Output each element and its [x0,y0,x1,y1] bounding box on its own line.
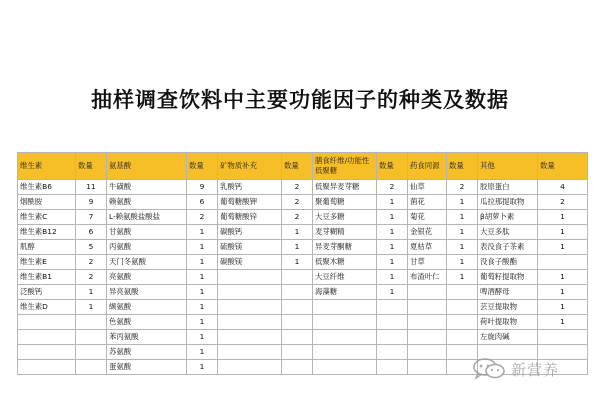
table-body [18,180,588,375]
quantity-cell: 1 [447,195,478,210]
ingredient-cell: 肌醇 [18,240,76,255]
ingredient-cell: 麦芽糊精 [313,225,377,240]
quantity-cell: 11 [76,180,107,195]
quantity-cell: 1 [447,240,478,255]
table-row [18,285,588,300]
ingredient-cell [18,330,76,345]
ingredient-cell: 苯丙氨酸 [107,330,187,345]
table-row [18,300,588,315]
ingredient-cell: 布渣叶仁 [408,270,447,285]
quantity-cell [282,360,313,375]
ingredient-cell: 大豆多肽 [478,225,538,240]
ingredient-cell [18,315,76,330]
ingredient-cell: 胶原蛋白 [478,180,538,195]
quantity-cell: 1 [187,330,218,345]
table-row [18,315,588,330]
quantity-cell: 1 [377,225,408,240]
quantity-cell [282,315,313,330]
ingredient-cell: 维生素B12 [18,225,76,240]
quantity-cell [76,330,107,345]
quantity-cell: 2 [76,270,107,285]
ingredient-cell: 异麦芽酮糖 [313,240,377,255]
quantity-cell: 1 [538,315,588,330]
quantity-cell: 1 [187,315,218,330]
ingredient-cell [313,360,377,375]
ingredient-cell: 维生素B1 [18,270,76,285]
quantity-cell: 6 [76,225,107,240]
column-header: 氨基酸 [107,153,187,180]
quantity-cell: 1 [447,210,478,225]
ingredient-cell: 乳酸钙 [218,180,282,195]
ingredient-cell [218,315,282,330]
column-header: 其他 [478,153,538,180]
ingredient-cell: 葡萄糖酸钾 [218,195,282,210]
quantity-cell [282,270,313,285]
quantity-cell: 1 [447,255,478,270]
column-header: 维生素 [18,153,76,180]
table-header-row [18,153,588,180]
ingredient-cell [313,300,377,315]
quantity-cell [538,330,588,345]
quantity-cell: 1 [187,270,218,285]
quantity-cell [76,360,107,375]
ingredient-cell: 啤酒酵母 [478,285,538,300]
ingredient-cell: 仙草 [408,180,447,195]
ingredient-cell: 苏氨酸 [107,345,187,360]
ingredient-cell: 瓜拉那提取物 [478,195,538,210]
quantity-cell: 1 [187,285,218,300]
ingredient-cell [313,345,377,360]
watermark [472,356,582,382]
column-header: 数量 [187,153,218,180]
quantity-cell: 1 [538,285,588,300]
ingredient-cell: 芸豆提取物 [478,300,538,315]
quantity-cell [447,330,478,345]
quantity-cell: 1 [538,270,588,285]
quantity-cell [538,255,588,270]
ingredient-cell: 亮氨酸 [107,270,187,285]
quantity-cell: 2 [447,180,478,195]
ingredient-cell [408,300,447,315]
quantity-cell: 9 [76,195,107,210]
quantity-cell: 1 [538,210,588,225]
quantity-cell: 1 [447,225,478,240]
quantity-cell [76,345,107,360]
quantity-cell: 7 [76,210,107,225]
quantity-cell [377,345,408,360]
ingredient-cell: 甘氨酸 [107,225,187,240]
table-row [18,195,588,210]
quantity-cell: 1 [377,285,408,300]
quantity-cell [377,360,408,375]
quantity-cell: 2 [282,180,313,195]
quantity-cell: 4 [538,180,588,195]
table-row [18,330,588,345]
quantity-cell: 1 [377,210,408,225]
ingredient-cell: 硫酸镁 [218,240,282,255]
table-row [18,270,588,285]
quantity-cell: 1 [447,270,478,285]
ingredient-cell [408,315,447,330]
ingredient-cell: 没食子酸酯 [478,255,538,270]
table-row [18,255,588,270]
quantity-cell [282,285,313,300]
column-header: 药食同源 [408,153,447,180]
quantity-cell [282,345,313,360]
ingredient-cell: 夏枯草 [408,240,447,255]
ingredient-cell: 维生素C [18,210,76,225]
quantity-cell: 1 [187,300,218,315]
table-row [18,225,588,240]
ingredient-cell [408,360,447,375]
ingredient-cell: 烟酰胺 [18,195,76,210]
ingredient-cell [408,345,447,360]
quantity-cell: 2 [377,180,408,195]
quantity-cell: 1 [282,255,313,270]
quantity-cell: 1 [187,225,218,240]
ingredient-cell [313,330,377,345]
ingredient-cell [218,285,282,300]
quantity-cell: 1 [377,195,408,210]
quantity-cell: 2 [538,195,588,210]
ingredient-cell [313,315,377,330]
column-header: 数量 [377,153,408,180]
quantity-cell [377,300,408,315]
quantity-cell [377,330,408,345]
ingredient-cell [218,300,282,315]
ingredient-cell: 泛酸钙 [18,285,76,300]
ingredient-cell: 赖氨酸 [107,195,187,210]
ingredient-cell [218,330,282,345]
ingredient-cell: 维生素E [18,255,76,270]
ingredient-cell: 维生素B6 [18,180,76,195]
quantity-cell: 1 [538,225,588,240]
ingredient-cell: 低聚木糖 [313,255,377,270]
quantity-cell [282,330,313,345]
ingredient-cell: 菊花 [408,210,447,225]
ingredient-cell: β胡萝卜素 [478,210,538,225]
ingredient-cell: 左旋肉碱 [478,330,538,345]
quantity-cell: 1 [187,240,218,255]
quantity-cell: 1 [187,255,218,270]
ingredient-cell: 葡萄糖酸锌 [218,210,282,225]
ingredient-cell: 维生素D [18,300,76,315]
table-row [18,210,588,225]
quantity-cell [377,315,408,330]
page-title: 抽样调查饮料中主要功能因子的种类及数据 [91,88,509,112]
column-header: 数量 [282,153,313,180]
quantity-cell [447,285,478,300]
ingredient-cell: 表没食子茶素 [478,240,538,255]
quantity-cell: 1 [187,360,218,375]
ingredient-cell: 缬氨酸 [107,300,187,315]
quantity-cell: 2 [282,210,313,225]
quantity-cell: 2 [187,210,218,225]
table-row [18,240,588,255]
column-header: 矿物质补充 [218,153,282,180]
quantity-cell: 1 [282,240,313,255]
ingredient-cell: 色氨酸 [107,315,187,330]
ingredient-cell: 金银花 [408,225,447,240]
quantity-cell [447,300,478,315]
ingredient-cell: 异亮氨酸 [107,285,187,300]
quantity-cell: 1 [377,240,408,255]
quantity-cell: 1 [76,300,107,315]
quantity-cell: 9 [187,180,218,195]
watermark-text: 新营养 [511,360,560,379]
ingredient-cell [218,270,282,285]
column-header: 膳食纤维/功能性低聚糖 [313,153,377,180]
ingredient-cell [218,360,282,375]
ingredient-cell: 葡萄籽提取物 [478,270,538,285]
ingredient-cell: 荷叶提取物 [478,315,538,330]
ingredient-cell: 聚葡萄糖 [313,195,377,210]
quantity-cell: 5 [76,240,107,255]
ingredient-cell: 丙氨酸 [107,240,187,255]
ingredient-cell: L-赖氨酸盐酸盐 [107,210,187,225]
quantity-cell: 2 [282,195,313,210]
ingredient-cell: 碳酸钙 [218,225,282,240]
column-header: 数量 [538,153,588,180]
ingredient-cell: 天门冬氨酸 [107,255,187,270]
ingredient-cell [408,330,447,345]
table-row [18,180,588,195]
ingredient-cell: 甘草 [408,255,447,270]
ingredient-cell: 海藻糖 [313,285,377,300]
ingredient-cell: 大豆多糖 [313,210,377,225]
quantity-cell: 1 [538,240,588,255]
quantity-cell: 1 [187,345,218,360]
column-header: 数量 [447,153,478,180]
ingredient-cell: 菌花 [408,195,447,210]
quantity-cell: 1 [377,270,408,285]
ingredient-cell: 碳酸镁 [218,255,282,270]
quantity-cell: 1 [377,255,408,270]
quantity-cell: 1 [282,225,313,240]
quantity-cell [282,300,313,315]
data-table [17,152,588,375]
quantity-cell: 1 [76,285,107,300]
ingredient-cell: 蛋氨酸 [107,360,187,375]
ingredient-cell [18,360,76,375]
quantity-cell [447,315,478,330]
quantity-cell: 2 [76,255,107,270]
ingredient-cell [408,285,447,300]
column-header: 数量 [76,153,107,180]
quantity-cell: 6 [187,195,218,210]
quantity-cell: 1 [538,300,588,315]
ingredient-cell: 大豆纤维 [313,270,377,285]
ingredient-cell [18,345,76,360]
wechat-logo-icon [472,358,506,380]
ingredient-cell [218,345,282,360]
quantity-cell [76,315,107,330]
ingredient-cell: 牛磺酸 [107,180,187,195]
ingredient-cell: 低聚异麦芽糖 [313,180,377,195]
